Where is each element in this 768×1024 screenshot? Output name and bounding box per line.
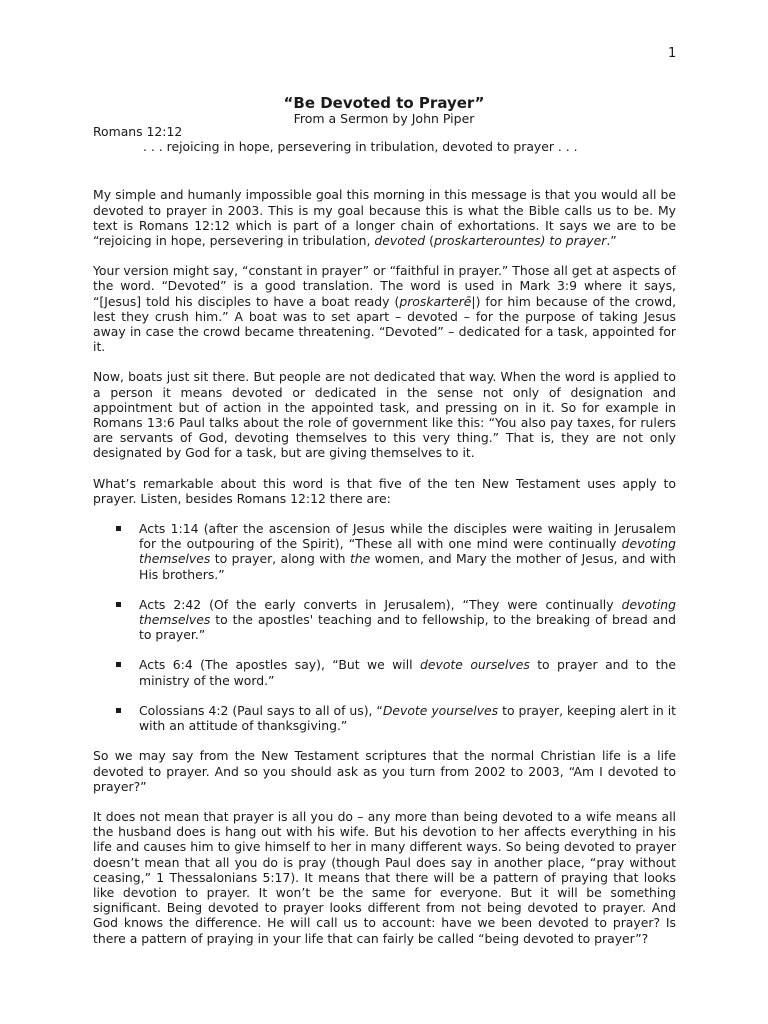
list-item: Colossians 4:2 (Paul says to all of us), “Devote yourselves to prayer, keeping alert in it with an attitude of thanksgiving.” xyxy=(93,703,676,733)
bullet-icon xyxy=(116,662,121,667)
page-number: 1 xyxy=(668,46,677,61)
bullet-icon xyxy=(116,526,121,531)
paragraph-2: Your version might say, “constant in prayer” or “faithful in prayer.” Those all get at aspects of the word. “Devoted” is a good translation. The word is used in Mark 3:9 where it says, “[Jesus] told his disciples to have a boat ready (proskarterē|) for him because of the crowd, lest they crush him.” A boat was to set apart – devoted – for the purpose of taking Jesus away in case the crowd became threatening. “Devoted” – dedicated for a task, appointed for it. xyxy=(93,263,677,355)
paragraph-4: What’s remarkable about this word is that five of the ten New Testament uses apply to prayer. Listen, besides Romans 12:12 there are: xyxy=(93,475,676,506)
scripture-list xyxy=(93,521,676,733)
paragraph-6: It does not mean that prayer is all you do – any more than being devoted to a wife means all the husband does is hang out with his wife. But his devotion to her affects everything in his life and causes him to give himself to her in many different ways. So being devoted to prayer doesn’t mean that all you do is pray (though Paul does say in another place, “pray without ceasing,” 1 Thessalonians 5:17). It means that there will be a pattern of praying that looks like devotion to prayer. It won’t be the same for everyone. But it will be something significant. Being devoted to prayer looks different from not being devoted to prayer. And God knows the difference. He will call us to account: have we been devoted to prayer? Is there a pattern of praying in your life that can fairly be called “being devoted to prayer”? xyxy=(93,808,676,946)
paragraph-1: My simple and humanly impossible goal this morning in this message is that you would all be devoted to prayer in 2003. This is my goal because this is what the Bible calls us to be. My text is Romans 12:12 which is part of a longer chain of exhortations. It says we are to be “rejoicing in hope, persevering in tribulation, devoted (proskarterountes) to prayer.” xyxy=(93,187,676,249)
document-body xyxy=(93,124,676,961)
scripture-epigraph: . . . rejoicing in hope, persevering in tribulation, devoted to prayer . . . xyxy=(143,139,578,155)
scripture-reference: Romans 12:12 xyxy=(93,124,183,139)
list-item: Acts 6:4 (The apostles say), “But we will devote ourselves to prayer and to the ministry of the word.” xyxy=(93,657,676,687)
bullet-icon xyxy=(116,708,121,713)
list-item: Acts 1:14 (after the ascension of Jesus while the disciples were waiting in Jerusalem for the outpouring of the Spirit), “These all with one mind were continually devoting themselves to prayer, along with the women, and Mary the mother of Jesus, and with His brothers.” xyxy=(93,521,676,582)
paragraph-5: So we may say from the New Testament scriptures that the normal Christian life is a life devoted to prayer. And so you should ask as you turn from 2002 to 2003, “Am I devoted to prayer?” xyxy=(93,748,676,794)
list-item: Acts 2:42 (Of the early converts in Jerusalem), “They were continually devoting themselves to the apostles' teaching and to fellowship, to the breaking of bread and to prayer.” xyxy=(93,597,676,643)
paragraph-3: Now, boats just sit there. But people are not dedicated that way. When the word is applied to a person it means devoted or dedicated in the sense not only of designation and appointment but of action in the appointed task, and pressing on in it. So for example in Romans 13:6 Paul talks about the role of government like this: “You also pay taxes, for rulers are servants of God, devoting themselves to this very thing.” That is, they are not only designated by God for a task, but are giving themselves to it. xyxy=(93,369,676,461)
document-subtitle: From a Sermon by John Piper xyxy=(293,111,475,126)
bullet-icon xyxy=(116,602,121,607)
document-title: “Be Devoted to Prayer” xyxy=(283,94,485,112)
